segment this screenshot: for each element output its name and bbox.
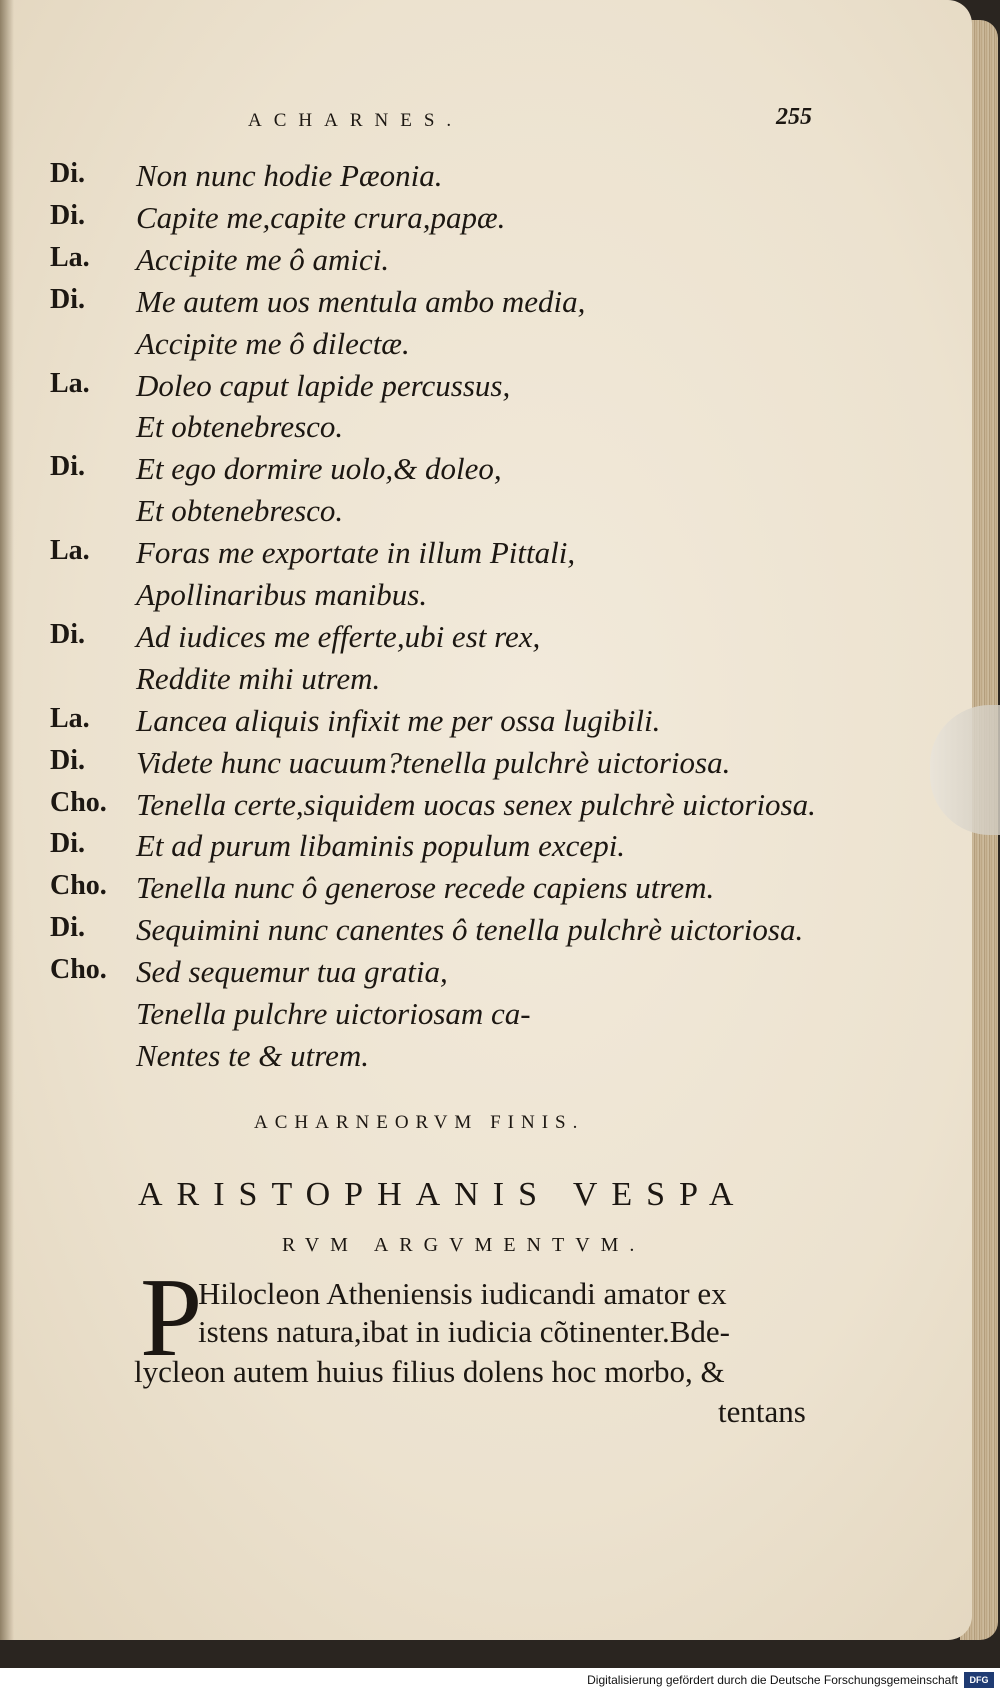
dialogue-line — [0, 326, 900, 366]
verse-text: Non nunc hodie Pæonia. — [136, 158, 443, 193]
catchword: tentans — [718, 1394, 806, 1429]
verse-text: Videte hunc uacuum?tenella pulchrè uictoriosa. — [136, 744, 731, 780]
dialogue-line — [0, 242, 900, 282]
running-head: ACHARNES. — [248, 110, 464, 131]
verse-text: Foras me exportate in illum Pittali, — [136, 535, 576, 571]
dialogue-line — [0, 409, 900, 449]
dfg-logo: DFG — [964, 1672, 994, 1688]
dialogue-line — [0, 493, 900, 533]
verse-text: Et obtenebresco. — [136, 493, 344, 529]
dialogue-line — [0, 703, 900, 743]
verse-text: Accipite me ô dilectæ. — [136, 325, 410, 361]
section-title-line2: RVM ARGVMENTVM. — [282, 1234, 646, 1256]
verse-text: Sed sequemur tua gratia, — [136, 954, 448, 990]
footer-credit: Digitalisierung gefördert durch die Deutsche Forschungsgemeinschaft — [587, 1673, 958, 1687]
footer-bar — [0, 1668, 1000, 1695]
speaker-label: Di. — [50, 199, 85, 231]
dialogue-line — [0, 996, 900, 1036]
verse-text: Ad iudices me efferte,ubi est rex, — [136, 618, 541, 654]
verse-text: Sequimini nunc canentes ô tenella pulchrè uictoriosa. — [136, 912, 804, 948]
verse-text: Capite me,capite crura,papæ. — [136, 199, 506, 235]
dialogue-line — [0, 745, 900, 785]
verse-text: Reddite mihi utrem. — [136, 660, 381, 696]
dialogue-line — [0, 200, 900, 240]
speaker-label: Di. — [50, 283, 85, 315]
speaker-label: Di. — [50, 451, 85, 483]
dialogue-line — [0, 577, 900, 617]
verse-text: Nentes te & utrem. — [136, 1037, 370, 1073]
section-title-line1: ARISTOPHANIS VESPA — [138, 1176, 748, 1213]
speaker-label: Cho. — [50, 870, 107, 902]
speaker-label: La. — [50, 241, 90, 273]
dialogue-line — [0, 870, 900, 910]
verse-text: Tenella certe,siquidem uocas senex pulchrè uictoriosa. — [136, 786, 816, 822]
argument-line-3: lycleon autem huius filius dolens hoc morbo, & — [134, 1354, 725, 1389]
dialogue-line — [0, 451, 900, 491]
verse-text: Lancea aliquis infixit me per ossa lugibili. — [136, 702, 661, 738]
speaker-label: La. — [50, 367, 90, 399]
dialogue-line — [0, 619, 900, 659]
verse-text: Doleo caput lapide percussus, — [136, 367, 511, 403]
verse-text: Et ego dormire uolo,& doleo, — [136, 451, 502, 487]
dialogue-line — [0, 661, 900, 701]
speaker-label: La. — [50, 535, 90, 567]
speaker-label: Di. — [50, 828, 85, 860]
verse-text: Apollinaribus manibus. — [136, 577, 428, 612]
speaker-label: Di. — [50, 744, 85, 776]
dialogue-line — [0, 828, 900, 868]
finis-line: ACHARNEORVM FINIS. — [254, 1112, 585, 1133]
speaker-label: Di. — [50, 158, 85, 189]
dialogue-line — [0, 787, 900, 827]
speaker-label: Cho. — [50, 786, 107, 818]
dialogue-line — [0, 1038, 900, 1078]
speaker-label: Cho. — [50, 954, 107, 986]
dialogue-line — [0, 368, 900, 408]
verse-text: Tenella pulchre uictoriosam ca- — [136, 996, 531, 1031]
argument-line-2: istens natura,ibat in iudicia cõtinenter.Bde- — [198, 1314, 731, 1349]
verse-text: Accipite me ô amici. — [136, 241, 390, 277]
verse-text: Tenella nunc ô generose recede capiens utrem. — [136, 870, 715, 906]
dialogue-line — [0, 535, 900, 575]
speaker-label: Di. — [50, 618, 85, 650]
dialogue-line — [0, 912, 900, 952]
dialogue-line — [0, 158, 900, 198]
dialogue-line — [0, 954, 900, 994]
dialogue-line — [0, 284, 900, 324]
verse-text: Et ad purum libaminis populum excepi. — [136, 828, 626, 864]
speaker-label: La. — [50, 702, 90, 734]
verse-text: Et obtenebresco. — [136, 409, 344, 445]
speaker-label: Di. — [50, 912, 85, 944]
verse-text: Me autem uos mentula ambo media, — [136, 283, 586, 319]
argument-line-1: Hilocleon Atheniensis iudicandi amator ex — [198, 1276, 727, 1311]
drop-cap: P — [140, 1256, 203, 1380]
page-number: 255 — [776, 104, 812, 130]
